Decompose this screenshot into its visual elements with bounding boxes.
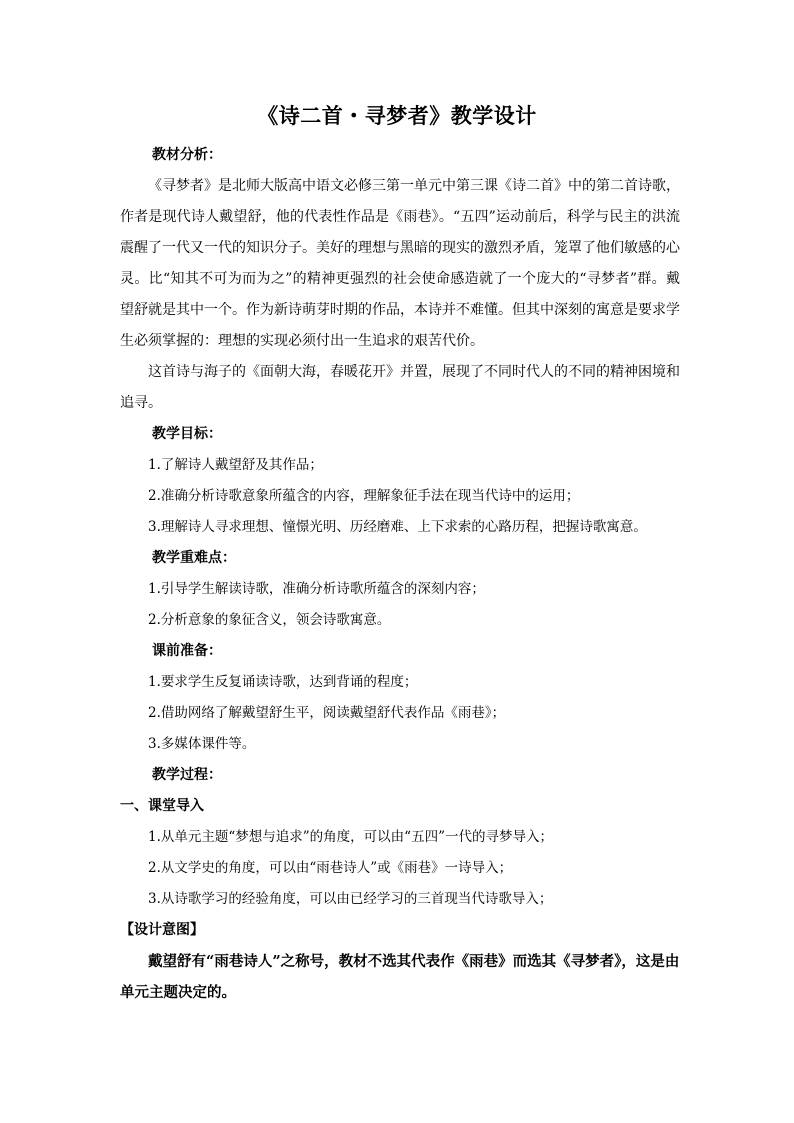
process-part-heading: 一、课堂导入 — [120, 798, 204, 814]
process-item: 2.从文学史的角度，可以由“雨巷诗人”或《雨巷》一诗导入； — [148, 860, 513, 876]
goal-item: 1.了解诗人戴望舒及其作品； — [148, 457, 323, 473]
analysis-paragraph-2: 这首诗与海子的《面朝大海，春暖花开》并置，展现了不同时代人的不同的精神困境和追寻。 — [120, 364, 680, 411]
section-heading-difficulties: 教学重难点： — [152, 550, 236, 566]
preparation-item: 1.要求学生反复诵读诗歌，达到背诵的程度； — [148, 674, 418, 690]
document-body — [120, 140, 680, 1008]
section-heading-process: 教学过程： — [152, 767, 222, 783]
difficulty-item: 1.引导学生解读诗歌，准确分析诗歌所蕴含的深刻内容； — [148, 581, 485, 597]
design-intent-heading: 【设计意图】 — [120, 922, 204, 938]
process-item: 1.从单元主题“梦想与追求”的角度，可以由“五四”一代的寻梦导入； — [148, 829, 553, 845]
process-item: 3.从诗歌学习的经验角度，可以由已经学习的三首现当代诗歌导入； — [148, 891, 553, 907]
difficulty-item: 2.分析意象的象征含义，领会诗歌寓意。 — [148, 612, 391, 628]
preparation-item: 3.多媒体课件等。 — [148, 736, 256, 752]
design-intent-text: 戴望舒有“雨巷诗人”之称号，教材不选其代表作《雨巷》而选其《寻梦者》，这是由单元主题决定的。 — [120, 953, 680, 1001]
preparation-item: 2.借助网络了解戴望舒生平，阅读戴望舒代表作品《雨巷》； — [148, 705, 506, 721]
goal-item: 2.准确分析诗歌意象所蕴含的内容，理解象征手法在现当代诗中的运用； — [148, 488, 580, 504]
analysis-paragraph-1: 《寻梦者》是北师大版高中语文必修三第一单元中第三课《诗二首》中的第二首诗歌，作者是现代诗人戴望舒，他的代表性作品是《雨巷》。“五四”运动前后，科学与民主的洪流震醒了一代又一代的知识分子。美好的理想与黑暗的现实的激烈矛盾，笼罩了他们敏感的心灵。比“知其不可为而为之”的精神更强烈的社会使命感造就了一个庞大的“寻梦者”群。戴望舒就是其中一个。作为新诗萌芽时期的作品，本诗并不难懂。但其中深刻的寓意是要求学生必须掌握的：理想的实现必须付出一生追求的艰苦代价。 — [120, 178, 680, 349]
section-heading-analysis: 教材分析： — [152, 147, 222, 163]
section-heading-preparation: 课前准备： — [152, 643, 222, 659]
document-title: 《诗二首・寻梦者》教学设计 — [257, 103, 537, 128]
section-heading-goals: 教学目标： — [152, 426, 222, 442]
goal-item: 3.理解诗人寻求理想、憧憬光明、历经磨难、上下求索的心路历程，把握诗歌寓意。 — [148, 519, 647, 535]
